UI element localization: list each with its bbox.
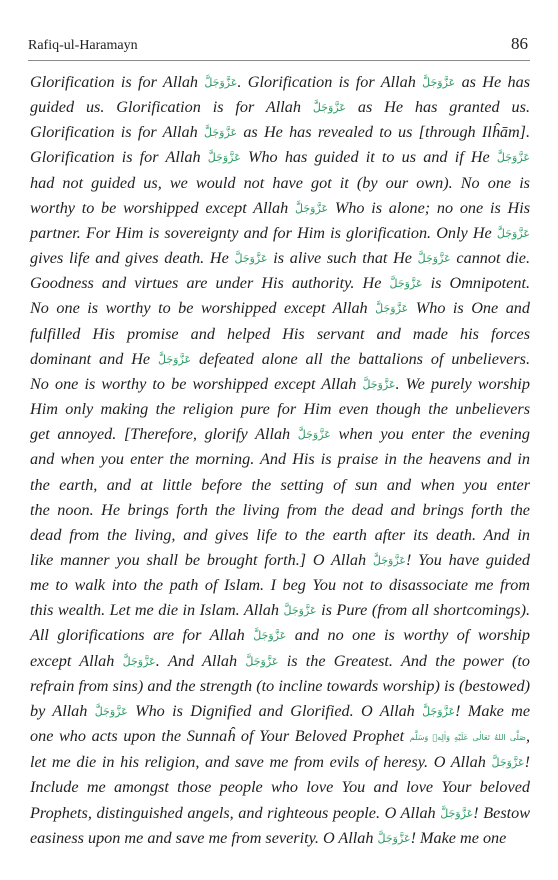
text-run: as He has revealed to us [through Ilĥām]. [237,123,530,142]
text-line [30,322,530,347]
text-run: like manner you shall be brought forth.] O Allah [30,550,373,569]
text-line [30,523,530,548]
honorific-azza-wa-jal: عَزَّوَجَلَّ [312,101,346,115]
text-run: let me die in his religion, and save me from evils of heresy. O Allah [30,753,492,772]
honorific-azza-wa-jal: عَزَّوَجَلَّ [422,704,456,718]
text-line [30,422,530,447]
text-line [30,801,530,826]
text-line [30,623,530,648]
text-line [30,70,530,95]
text-run: Glorification is for Allah [30,148,208,167]
text-run: defeated alone all the battalions of unbelievers. [191,349,531,368]
text-run: had not guided us, we would not have got it (by our own). No one is [30,173,530,192]
honorific-azza-wa-jal: عَزَّوَجَلَّ [377,831,411,845]
text-run: Him only making the religion pure for Him even though the unbelievers [30,400,530,419]
text-run: gives life and gives death. He [30,249,235,268]
text-run: me to walk into the path of Islam. I beg You not to disassociate me from [30,576,530,595]
honorific-azza-wa-jal: عَزَّوَجَلَّ [245,654,279,668]
text-line [30,271,530,296]
text-run: No one is worthy to be worshipped except Allah [30,299,376,318]
text-line [30,548,530,573]
text-run: as He has granted us. [345,98,530,117]
text-line [30,447,530,472]
honorific-azza-wa-jal: عَزَّوَجَلَّ [417,252,451,266]
book-title: Rafiq-ul-Haramayn [28,38,138,53]
honorific-azza-wa-jal: عَزَّوَجَلَّ [297,428,331,442]
text-line [30,120,530,145]
honorific-azza-wa-jal: عَزَّوَجَلَّ [496,226,530,240]
text-run: one who acts upon the Sunnaĥ of Your Beloved Prophet [30,727,410,746]
text-run: , [525,727,531,746]
text-run: Include me amongst those people who love You and love Your beloved [30,778,530,797]
text-run: fulfilled His promise and helped His servant and made his forces [30,324,530,343]
body-paragraph [30,70,530,851]
text-run: ! [524,753,530,772]
text-run: Goodness and virtues are under His authority. He [30,274,390,293]
text-run: refrain from sins) and the strength (to incline towards worship) is (bestowed) [30,676,530,695]
text-run: Glorification is for Allah [30,123,204,142]
honorific-azza-wa-jal: عَزَّوَجَلَّ [372,553,406,567]
text-run: is alive such that He [267,249,418,268]
text-line [30,221,530,246]
text-line [30,397,530,422]
honorific-azza-wa-jal: عَزَّوَجَلَّ [207,151,241,165]
text-line [30,95,530,120]
text-run: and no one is worthy of worship [286,626,531,645]
text-line [30,750,530,775]
text-line [30,699,530,724]
text-run: Who is One and [408,299,530,318]
text-run: ! Make me [455,701,531,720]
text-run: cannot die. [450,249,531,268]
honorific-azza-wa-jal: عَزَّوَجَلَّ [440,806,474,820]
text-run: ! You have guided [405,550,530,569]
text-run: the earth, and at little before the setting of sun and when you enter [30,475,530,494]
text-run: by Allah [30,701,95,720]
running-header [28,30,530,61]
text-run: this wealth. Let me die in Islam. Allah [30,601,284,620]
text-line [30,724,530,750]
text-run: get annoyed. [Therefore, glorify Allah [30,425,298,444]
text-run: and when you enter the morning. And His is praise in the heavens and in [30,450,530,469]
honorific-azza-wa-jal: عَزَّوَجَلَّ [122,654,156,668]
text-run: ! Bestow [473,803,531,822]
text-line [30,246,530,271]
text-run: ! Make me one [410,828,507,847]
honorific-salawat: صَلَّى اللهُ تَعَالٰى عَلَيْهِ وَاٰلِهٖ وَسَلَّم [409,733,526,743]
honorific-azza-wa-jal: عَزَّوَجَلَّ [491,756,525,770]
text-run: as He has [455,73,530,91]
text-run: guided us. Glorification is for Allah [30,98,313,117]
text-line [30,145,530,170]
text-run: No one is worthy to be worshipped except Allah [30,374,363,393]
honorific-azza-wa-jal: عَزَّوَجَلَّ [204,126,238,140]
text-line [30,573,530,598]
text-run: when you enter the evening [330,425,530,444]
text-run: worthy to be worshipped except Allah [30,198,295,217]
text-run: . Glorification is for Allah [237,73,423,91]
honorific-azza-wa-jal: عَزَّوَجَلَّ [389,277,423,291]
text-line [30,196,530,221]
text-run: dead from the living, and gives life to the earth after its death. And in [30,525,530,544]
text-run: except Allah [30,651,123,670]
text-run: is Pure (from all shortcomings). [316,601,531,620]
text-run: All glorifications are for Allah [30,626,254,645]
text-run: Glorification is for Allah [30,73,205,91]
honorific-azza-wa-jal: عَزَّوَجَلَّ [158,352,192,366]
honorific-azza-wa-jal: عَزَّوَجَلَّ [94,704,128,718]
honorific-azza-wa-jal: عَزَّوَجَلَّ [283,604,317,618]
text-line [30,498,530,523]
text-line [30,598,530,623]
honorific-azza-wa-jal: عَزَّوَجَلَّ [375,302,409,316]
text-line [30,296,530,321]
text-run: dominant and He [30,349,158,368]
honorific-azza-wa-jal: عَزَّوَجَلَّ [253,629,287,643]
text-line [30,649,530,674]
text-run: Who is alone; no one is His [328,198,530,217]
honorific-azza-wa-jal: عَزَّوَجَلَّ [204,76,238,89]
text-run: is the Greatest. And the power (to [278,651,531,670]
text-line [30,347,530,372]
text-line [30,473,530,498]
text-run: partner. For Him is sovereignty and for Him is glorification. Only He [30,223,497,242]
honorific-azza-wa-jal: عَزَّوَجَلَّ [496,151,530,165]
honorific-azza-wa-jal: عَزَّوَجَلَّ [422,76,456,89]
honorific-azza-wa-jal: عَزَّوَجَلَّ [234,252,268,266]
text-run: . And Allah [155,651,246,670]
page-number: 86 [511,34,528,53]
text-line [30,674,530,699]
text-run: easiness upon me and save me from severity. O Allah [30,828,378,847]
text-line [30,826,530,851]
text-line [30,372,530,397]
text-run: Who has guided it to us and if He [240,148,497,167]
text-run: Prophets, distinguished angels, and righteous people. O Allah [30,803,441,822]
text-run: the noon. He brings forth the living from the dead and brings forth the [30,500,530,519]
honorific-azza-wa-jal: عَزَّوَجَلَّ [295,201,329,215]
text-line [30,171,530,196]
honorific-azza-wa-jal: عَزَّوَجَلَّ [362,377,396,391]
text-line [30,775,530,800]
text-run: is Omnipotent. [422,274,531,293]
text-run: . We purely worship [395,374,530,393]
text-run: Who is Dignified and Glorified. O Allah [127,701,423,720]
